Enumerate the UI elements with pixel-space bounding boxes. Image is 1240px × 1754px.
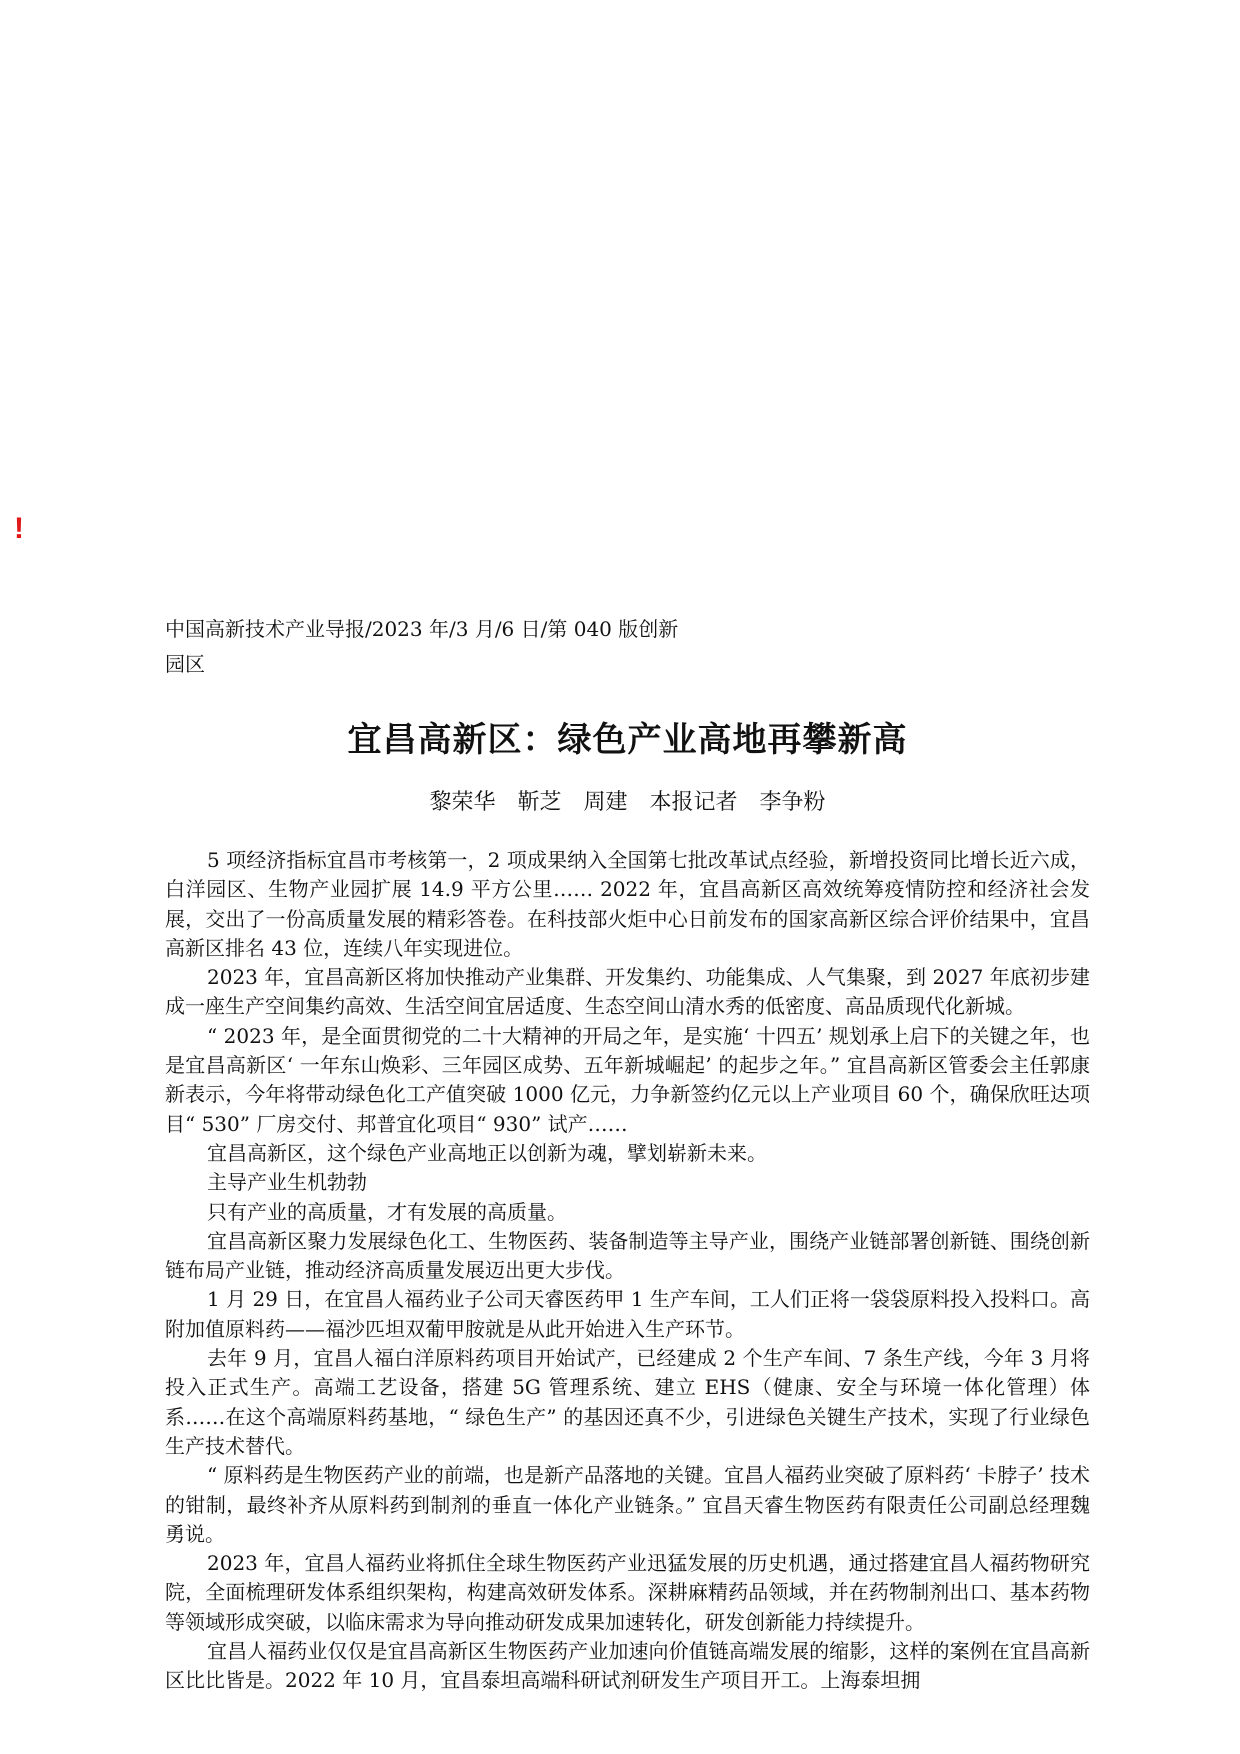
- paragraph: 5 项经济指标宜昌市考核第一，2 项成果纳入全国第七批改革试点经验，新增投资同比增长近六成，白洋园区、生物产业园扩展 14.9 平方公里…… 2022 年，宜昌高新区高效统筹疫情防控和经济社会发展，交出了一份高质量发展的精彩答卷。在科技部火炬中心日前发布的国家高新区综合评价结果中，宜昌高新区排名 43 位，连续八年实现进位。: [165, 848, 1090, 960]
- paragraph: 宜昌高新区聚力发展绿色化工、生物医药、装备制造等主导产业，围绕产业链部署创新链、围绕创新链布局产业链，推动经济高质量发展迈出更大步伐。: [165, 1228, 1090, 1283]
- paragraph: 去年 9 月，宜昌人福白洋原料药项目开始试产，已经建成 2 个生产车间、7 条生产线，今年 3 月将投入正式生产。高端工艺设备，搭建 5G 管理系统、建立 EHS（健康、安全与环境一体化管理）体系……在这个高端原料药基地，“ 绿色生产” 的基因还真不少，引进绿色关键生产技术，实现了行业绿色生产技术替代。: [165, 1346, 1090, 1458]
- author-name: 李争粉: [759, 790, 826, 815]
- author-name: 周建: [583, 790, 628, 815]
- paragraph: 1 月 29 日，在宜昌人福药业子公司天睿医药甲 1 生产车间，工人们正将一袋袋原料投入投料口。高附加值原料药——福沙匹坦双葡甲胺就是从此开始进入生产环节。: [165, 1287, 1090, 1341]
- paragraph: “ 原料药是生物医药产业的前端，也是新产品落地的关键。宜昌人福药业突破了原料药‘ 卡脖子’ 技术的钳制，最终补齐从原料药到制剂的垂直一体化产业链条。” 宜昌天睿生物医药有限责任公司副总经理魏勇说。: [165, 1463, 1090, 1546]
- source-line: 中国高新技术产业导报/2023 年/3 月/6 日/第 040 版创新园区: [165, 617, 679, 676]
- author-line: [165, 786, 1090, 820]
- article-body: [165, 846, 1090, 1696]
- paragraph: “ 2023 年，是全面贯彻党的二十大精神的开局之年，是实施‘ 十四五’ 规划承上启下的关键之年，也是宜昌高新区‘ 一年东山焕彩、三年园区成势、五年新城崛起’ 的起步之年。” 宜昌高新区管委会主任郭康新表示，今年将带动绿色化工产值突破 1000 亿元，力争新签约亿元以上产业项目 60 个，确保欣旺达项目“ 530” 厂房交付、邦普宜化项目“ 930” 试产……: [165, 1023, 1090, 1136]
- paragraph: 2023 年，宜昌人福药业将抓住全球生物医药产业迅猛发展的历史机遇，通过搭建宜昌人福药物研究院，全面梳理研发体系组织架构，构建高效研发体系。深耕麻精药品领域，并在药物制剂出口、基本药物等领域形成突破，以临床需求为导向推动研发成果加速转化，研发创新能力持续提升。: [165, 1551, 1090, 1634]
- author-name: 黎荣华: [429, 790, 496, 815]
- section-heading: 主导产业生机勃勃: [207, 1170, 367, 1195]
- author-name: 靳芝: [517, 790, 562, 815]
- alert-mark: !: [14, 512, 24, 545]
- paragraph: 只有产业的高质量，才有发展的高质量。: [207, 1199, 567, 1224]
- paragraph: 2023 年，宜昌高新区将加快推动产业集群、开发集约、功能集成、人气集聚，到 2027 年底初步建成一座生产空间集约高效、生活空间宜居适度、生态空间山清水秀的低密度、高品质现代化新城。: [165, 965, 1090, 1019]
- article: [165, 612, 1090, 1696]
- paragraph: 宜昌高新区，这个绿色产业高地正以创新为魂，擘划崭新未来。: [207, 1140, 767, 1165]
- paragraph: 宜昌人福药业仅仅是宜昌高新区生物医药产业加速向价值链高端发展的缩影，这样的案例在宜昌高新区比比皆是。2022 年 10 月，宜昌泰坦高端科研试剂研发生产项目开工。上海泰坦拥: [165, 1639, 1090, 1693]
- article-title: 宜昌高新区：绿色产业高地再攀新高: [347, 720, 908, 760]
- author-name: 本报记者: [649, 790, 738, 815]
